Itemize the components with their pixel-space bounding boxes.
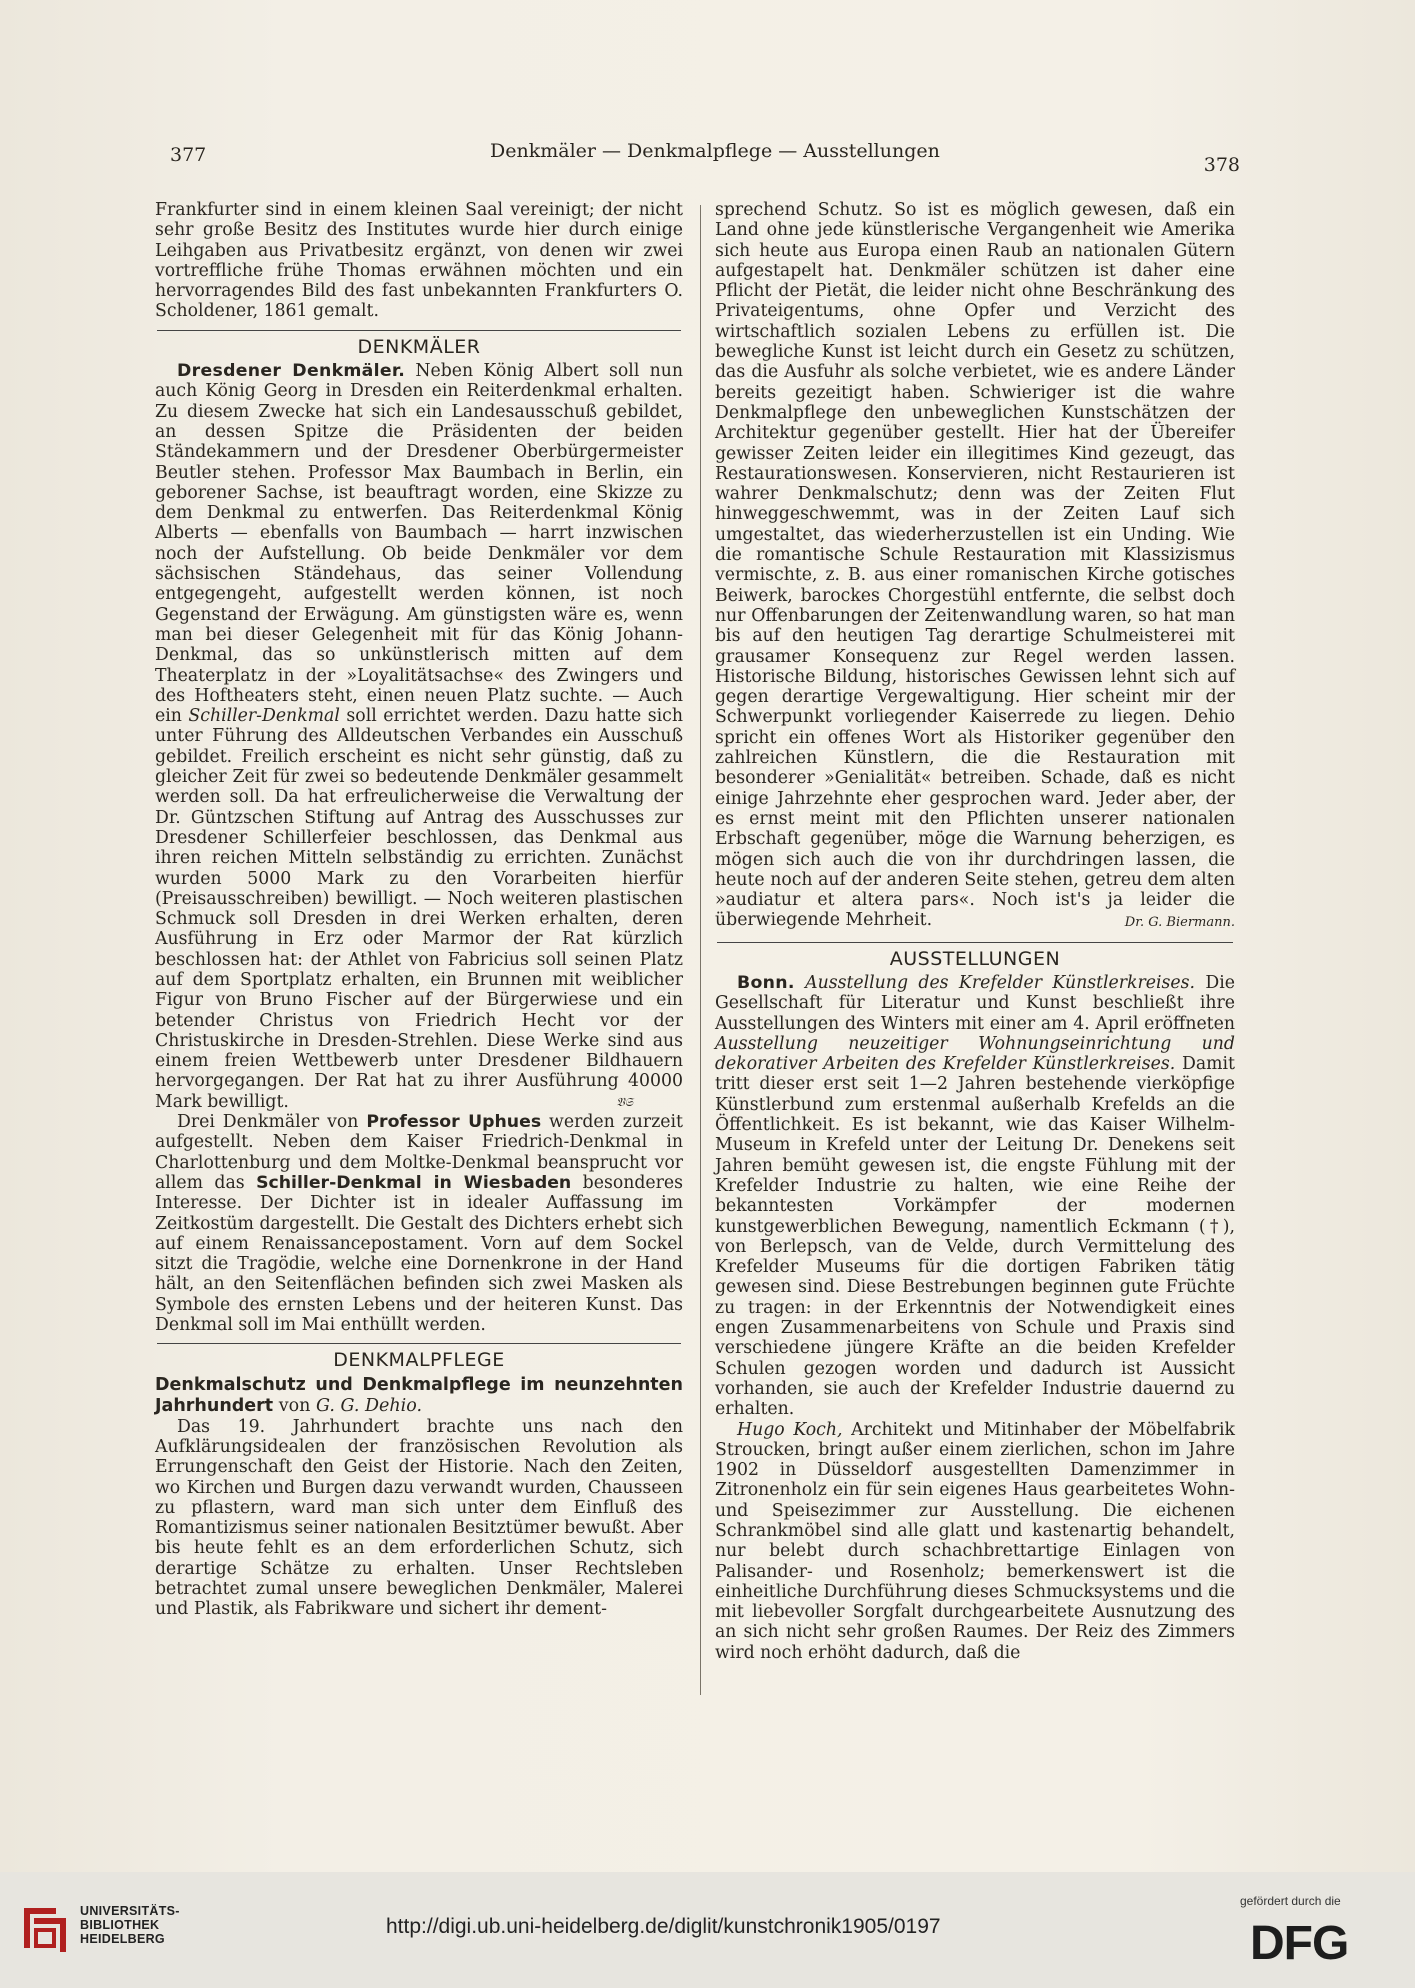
text-run: Damit tritt dieser erst seit 1—2 Jahren bestehende vierköpfige Künstlerbund zum erstenmal außerhalb Krefelds an die Öffentlichkeit. Es ist bekannt, wie das Kaiser Wilhelm-Museum in Krefeld unter der Leitung Dr. Denekens seit Jahren bemüht gewesen ist, die engste Fühlung mit der Krefelder Industrie zu halten, wie eine Reihe der bekanntesten Vorkämpfer der modernen kunstgewerblichen Bewegung, namentlich Eckmann (†), von Berlepsch, van de Velde, durch Vermittelung des Krefelder Museums für die dortigen Fabriken tätig gewesen sind. Diese Bestrebungen beginnen gute Früchte zu tragen: in der Erkenntnis der Notwendigkeit eines engen Zusammenarbeitens von Schule und Praxis sind verschiedene jüngere Kräfte an die beiden Krefelder Schulen gezogen worden und dadurch ist Aussicht vorhanden, sie auch der Krefelder Industrie dauernd zu erhalten.	[715, 1054, 1235, 1420]
italic-exhibition-title: Ausstellung des Krefelder Künstlerkreises.	[805, 972, 1195, 993]
end-mark: 𝔙𝔖	[616, 1094, 633, 1109]
paragraph-bonn	[715, 973, 1235, 1420]
library-line: UNIVERSITÄTS-	[80, 1904, 180, 1918]
page-number-left: 377	[170, 144, 207, 166]
section-rule	[157, 330, 681, 331]
column-divider	[700, 205, 701, 1695]
page-number-right: 378	[1203, 154, 1240, 176]
article-title-text: Denkmalschutz und Denkmalpflege im neunzehnten Jahrhundert	[155, 1374, 683, 1416]
bold-schiller-wiesbaden: Schiller-Denkmal in Wiesbaden	[256, 1172, 572, 1193]
italic-schiller-denkmal: Schiller-Denkmal	[188, 706, 340, 727]
text-run: Die Gesellschaft für Literatur und Kunst beschließt ihre Ausstellungen des Winters mit einer am 4. April eröffneten	[715, 972, 1235, 1034]
text-run: Drei Denkmäler von	[177, 1112, 367, 1133]
paragraph-dehio-continued	[715, 200, 1235, 931]
text-run: besonderes Interesse. Der Dichter ist in idealer Auffassung im Zeitkostüm dargestellt. Die Gestalt des Dichters erhebt sich auf einem Renaissancepostament. Vorn auf dem Sockel sitzt die Tragödie, welche eine Dornenkrone in der Hand hält, an den Seitenflächen befinden sich zwei Masken als Symbole des ernsten Lebens und der heiteren Kunst. Das Denkmal soll im Mai enthüllt werden.	[155, 1172, 683, 1336]
section-heading-denkmaeler: DENKMÄLER	[357, 335, 481, 358]
text-run: sprechend Schutz. So ist es möglich gewesen, daß ein Land ohne jede künstlerische Vergangenheit wie Amerika sich heute aus Europa einen Raub an nationalen Gütern aufgestapelt hat. Denkmäler schützen ist daher eine Pflicht der Pietät, die leider nicht ohne Beschränkung des Privateigentums, ohne Opfer und Verzicht des wirtschaftlich sozialen Lebens zu erfüllen ist. Die bewegliche Kunst ist leicht durch ein Gesetz zu schützen, das die Ausfuhr als solche verbietet, wie es andere Länder bereits gezeitigt haben. Schwieriger ist die wahre Denkmalpflege den unbeweglichen Kunstschätzen der Architektur gegenüber gestellt. Hier hat der Übereifer gewisser Zeiten leider ein illegitimes Kind gezeugt, das Restaurationswesen. Konservieren, nicht Restaurieren ist wahrer Denkmalschutz; denn was der Zeiten Flut hinweggeschwemmt, was in der Zeiten Lauf sich umgestaltet, das wiederherzustellen ist ein Unding. Wie die romantische Schule Restauration mit Klassizismus vermischte, z. B. aus einer romanischen Kirche gotisches Beiwerk, barockes Chorgestühl entfernte, die selbst doch nur Offenbarungen der Zeitenwandlung waren, so hat man bis auf den heutigen Tag derartige Schulmeisterei mit grausamer Konsequenz zur Regel werden lassen. Historische Bildung, historisches Gewissen lehnt sich auf gegen derartige Vergewaltigung. Hier scheint mir der Schwerpunkt vorliegender Kaiserrede zu liegen. Dehio spricht ein offenes Wort als Historiker gegenüber den zahlreichen Künstlern, die die Restauration mit besonderer »Genialität« betreiben. Schade, daß es nicht einige Jahrzehnte eher gesprochen ward. Jeder aber, der es ernst meint mit den Pflichten unserer nationalen Erbschaft gegenüber, möge die Warnung beherzigen, es mögen sich auch die von ihr durchdringen lassen, die heute noch auf der anderen Seite stehen, getreu dem alten »audiatur et altera pars«. Noch ist's ja leider die überwiegende Mehrheit.	[715, 200, 1235, 931]
running-title: Denkmäler — Denkmalpflege — Ausstellungen	[490, 140, 940, 162]
author-dehio: G. G. Dehio.	[316, 1395, 423, 1416]
university-library-logo-icon	[16, 1900, 74, 1960]
paragraph-dehio: Das 19. Jahrhundert brachte uns nach den Aufklärungsidealen der französischen Revolution als Errungenschaft den Geist der Historie. Nach den Zeiten, wo Kirchen und Burgen dazu verwandt wurden, Chausseen zu pflastern, ward man sich unter dem Einfluß des Romantizismus seiner nationalen Besitztümer bewußt. Aber bis heute fehlt es an dem erforderlichen Schutz, sich derartige Schätze zu erhalten. Unser Rechtsleben betrachtet zumal unsere beweglichen Denkmäler, Malerei und Plastik, als Fabrikware und sichert ihr dement-	[155, 1416, 683, 1620]
library-name	[80, 1904, 180, 1946]
lead-dresdener: Dresdener Denkmäler.	[177, 361, 406, 382]
dfg-logo: DFG	[1250, 1917, 1349, 1970]
section-heading-denkmalpflege: DENKMALPFLEGE	[333, 1349, 505, 1372]
text-run: Architekt und Mitinhaber der Möbelfabrik Stroucken, bringt außer einem zierlichen, schon im Jahre 1902 in Düsseldorf ausgestellten Damenzimmer in Zitronenholz ein für sein eigenes Haus gearbeitetes Wohn- und Speisezimmer zur Ausstellung. Die eichenen Schrankmöbel sind alle glatt und kastenartig behandelt, nur belebt durch schachbrettartige Einlagen von Palisander- und Rosenholz; bemerkenswert ist die einheitliche Durchführung dieses Schmucksystems und die mit liebevoller Sorgfalt durchgearbeitete Ausnutzung des an sich nicht sehr großen Raumes. Der Reiz des Zimmers wird noch erhöht dadurch, daß die	[715, 1419, 1235, 1663]
library-line: BIBLIOTHEK	[80, 1918, 160, 1932]
signature-biermann: Dr. G. Biermann.	[1124, 915, 1235, 931]
text-run: soll errichtet werden. Dazu hatte sich unter Führung des Alldeutschen Verbandes ein Ausschuß gebildet. Freilich erscheint es nicht sehr günstig, daß zu gleicher Zeit für zwei so bedeutende Denkmäler gesammelt werden soll. Da hat erfreulicherweise die Verwaltung der Dr. Güntzschen Stiftung auf Antrag des Ausschusses zur Dresdener Schillerfeier beschlossen, das Denkmal aus ihren reichen Mitteln selbständig zu errichten. Zunächst wurden 5000 Mark zu den Vorarbeiten hierfür (Preisausschreiben) bewilligt. — Noch weiteren plastischen Schmuck soll Dresden in drei Werken erhalten, deren Ausführung in Erz oder Marmor der Rat kürzlich beschlossen hat: der Athlet von Fabricius soll seinen Platz auf dem Sportplatz erhalten, ein Brunnen mit weiblicher Figur von Bruno Fischer auf der Bürgerwiese und ein betender Christus von Friedrich Hecht vor der Christuskirche in Dresden-Strehlen. Diese Werke sind aus einem freien Wettbewerb unter Dresdener Bildhauern hervorgegangen. Der Rat hat zu ihrer Ausführung 40000 Mark bewilligt.	[155, 706, 683, 1112]
lead-bonn: Bonn.	[737, 972, 795, 993]
article-title-dehio	[155, 1375, 683, 1417]
italic-exhibition-name: Ausstellung neuzeitiger Wohnungseinrichtung und dekorativer Arbeiten des Krefelder Künstlerkreises.	[715, 1033, 1235, 1075]
text-run: von	[273, 1395, 317, 1416]
digitization-footer	[0, 1872, 1415, 1988]
text-run: werden zurzeit aufgestellt. Neben dem Kaiser Friedrich-Denkmal in Charlottenburg und dem Moltke-Denkmal beansprucht vor allem das	[155, 1112, 683, 1193]
running-header	[170, 140, 1240, 180]
section-heading-ausstellungen: AUSSTELLUNGEN	[889, 947, 1061, 970]
section-rule	[717, 942, 1233, 943]
bold-uphues: Professor Uphues	[366, 1112, 542, 1133]
source-url-link[interactable]: http://digi.ub.uni-heidelberg.de/diglit/kunstchronik1905/0197	[386, 1915, 941, 1938]
library-line: HEIDELBERG	[80, 1932, 165, 1946]
text-run: Neben König Albert soll nun auch König Georg in Dresden ein Reiterdenkmal erhalten. Zu diesem Zwecke hat sich ein Landesausschuß gebildet, an dessen Spitze die Präsidenten der beiden Ständekammern und der Dresdener Oberbürgermeister Beutler stehen. Professor Max Baumbach in Berlin, ein geborener Sachse, ist beauftragt worden, eine Skizze zu dem Denkmal zu entwerfen. Das Reiterdenkmal König Alberts — ebenfalls von Baumbach — harrt inzwischen noch der Aufstellung. Ob beide Denkmäler vor dem sächsischen Ständehaus, das seiner Vollendung entgegengeht, aufgestellt werden können, ist noch Gegenstand der Erwägung. Am günstigsten wäre es, wenn man bei dieser Gelegenheit mit für das König Johann-Denkmal, das so unkünstlerisch mitten auf dem Theaterplatz in der »Loyalitätsachse« des Zwingers und des Hoftheaters steht, einen neuen Platz suchte. — Auch ein	[155, 361, 683, 727]
funding-note: gefördert durch die	[1240, 1894, 1341, 1908]
section-rule	[157, 1343, 681, 1344]
italic-hugo-koch: Hugo Koch,	[737, 1419, 843, 1440]
right-column	[715, 200, 1235, 1663]
paragraph-frankfurt: Frankfurter sind in einem kleinen Saal vereinigt; der nicht sehr große Besitz des Institutes wurde hier durch einige Leihgaben aus Privatbesitz ergänzt, von denen wir zwei vortreffliche frühe Thomas erwähnen möchten und ein hervorragendes Bild des fast unbekannten Frankfurters O. Scholdener, 1861 gemalt.	[155, 200, 683, 322]
paragraph-uphues	[155, 1112, 683, 1335]
paragraph-hugo-koch	[715, 1420, 1235, 1664]
paragraph-dresdener-denkmaeler	[155, 361, 683, 1112]
left-column	[155, 200, 683, 1620]
